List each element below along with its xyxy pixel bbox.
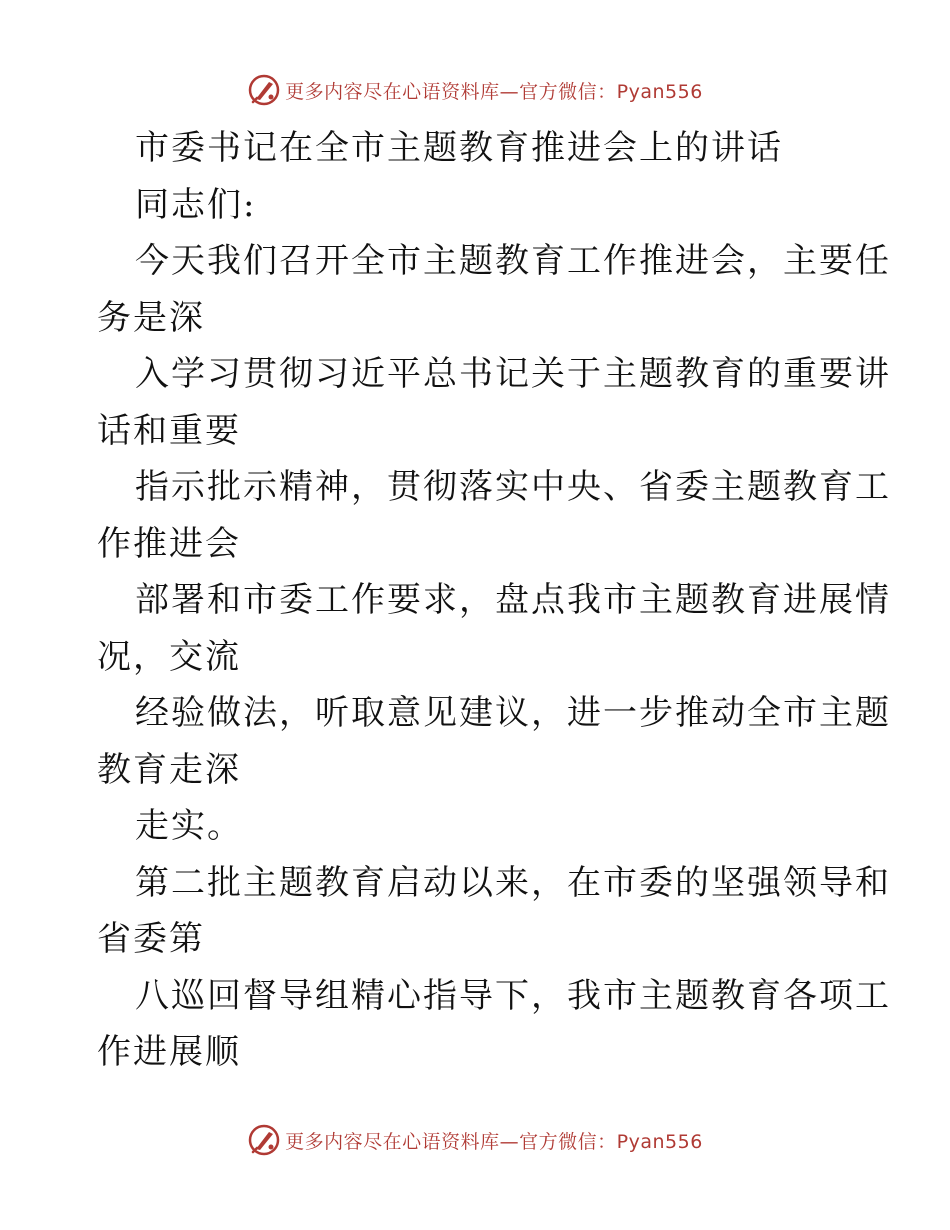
- quill-pen-logo-icon: [247, 1123, 281, 1157]
- document-line: 指示批示精神，贯彻落实中央、省委主题教育工: [135, 467, 891, 507]
- document-line: 省委第: [97, 919, 205, 959]
- header-watermark-banner: [0, 70, 950, 110]
- document-line: 走实。: [135, 806, 243, 846]
- header-watermark-text: 更多内容尽在心语资料库—官方微信：Pyan556: [285, 80, 703, 103]
- document-line: 市委书记在全市主题教育推进会上的讲话: [135, 128, 783, 168]
- document-line: 八巡回督导组精心指导下，我市主题教育各项工: [135, 975, 891, 1016]
- document-line: 经验做法，听取意见建议，进一步推动全市主题: [135, 693, 891, 733]
- document-line: 同志们:: [135, 184, 257, 225]
- document-line: 况，交流: [97, 636, 241, 677]
- document-line: 话和重要: [97, 410, 241, 451]
- footer-watermark-banner: [0, 1120, 950, 1160]
- document-line: 作进展顺: [97, 1032, 241, 1072]
- document-line: 第二批主题教育启动以来，在市委的坚强领导和: [135, 862, 891, 903]
- document-line: 部署和市委工作要求，盘点我市主题教育进展情: [135, 580, 891, 620]
- document-body: [97, 120, 891, 1081]
- document-line: 作推进会: [97, 523, 241, 564]
- quill-pen-logo-icon: [247, 73, 281, 107]
- document-line: 教育走深: [97, 749, 241, 790]
- document-line: 今天我们召开全市主题教育工作推进会，主要任: [135, 241, 891, 281]
- footer-watermark-text: 更多内容尽在心语资料库—官方微信：Pyan556: [285, 1130, 703, 1153]
- document-line: 务是深: [97, 297, 205, 338]
- document-line: 入学习贯彻习近平总书记关于主题教育的重要讲: [135, 354, 891, 394]
